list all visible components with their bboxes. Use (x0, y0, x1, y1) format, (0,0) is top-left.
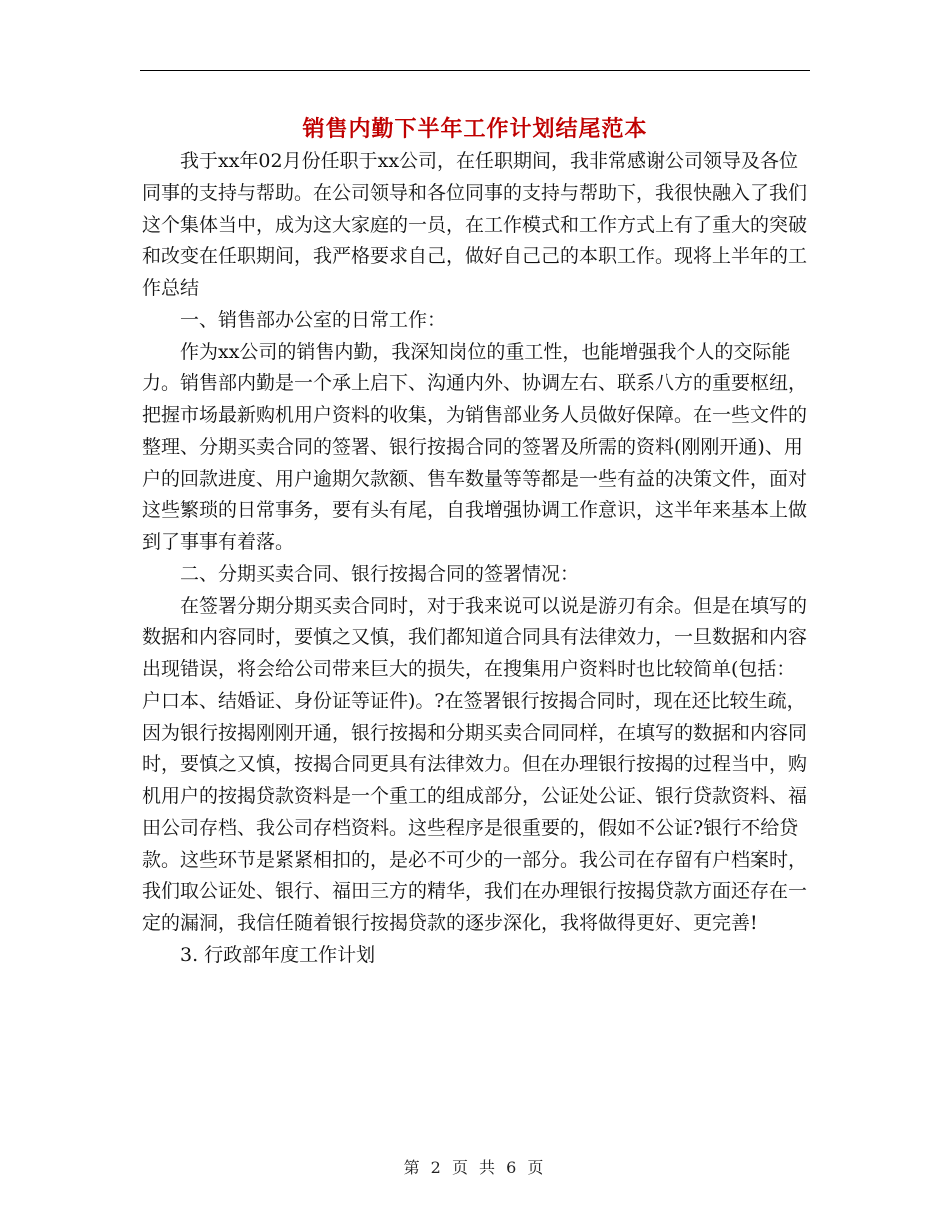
section-heading-3: 3. 行政部年度工作计划 (180, 943, 376, 966)
section-heading-1: 一、销售部办公室的日常工作： (180, 308, 447, 331)
document-title: 销售内勤下半年工作计划结尾范本 (302, 117, 648, 142)
paragraph-intro: 我于xx年02月份任职于xx公司，在任职期间，我非常感谢公司领导及各位同事的支持与帮助。在公司领导和各位同事的支持与帮助下，我很快融入了我们这个集体当中，成为这大家庭的一员，在工作模式和工作方式上有了重大的突破和改变在任职期间，我严格要求自己，做好自己己的本职工作。现将上半年的工作总结 (142, 150, 808, 299)
page-number-footer: 第 2 页 共 6 页 (403, 1158, 547, 1177)
header-rule (140, 70, 810, 71)
section-heading-2: 二、分期买卖合同、银行按揭合同的签署情况： (180, 562, 580, 585)
paragraph-section-2: 在签署分期分期买卖合同时，对于我来说可以说是游刃有余。但是在填写的数据和内容同时，要慎之又慎，我们都知道合同具有法律效力，一旦数据和内容出现错误，将会给公司带来巨大的损失，在搜集用户资料时也比较简单(包括：户口本、结婚证、身份证等证件)。?在签署银行按揭合同时，现在还比较生疏，因为银行按揭刚刚开通，银行按揭和分期买卖合同同样，在填写的数据和内容同时，要慎之又慎，按揭合同更具有法律效力。但在办理银行按揭的过程当中，购机用户的按揭贷款资料是一个重工的组成部分，公证处公证、银行贷款资料、福田公司存档、我公司存档资料。这些程序是很重要的，假如不公证?银行不给贷款。这些环节是紧紧相扣的，是必不可少的一部分。我公司在存留有户档案时，我们取公证处、银行、福田三方的精华，我们在办理银行按揭贷款方面还存在一定的漏洞，我信任随着银行按揭贷款的逐步深化，我将做得更好、更完善! (142, 594, 808, 934)
paragraph-section-1: 作为xx公司的销售内勤，我深知岗位的重工性，也能增强我个人的交际能力。销售部内勤是一个承上启下、沟通内外、协调左右、联系八方的重要枢纽，把握市场最新购机用户资料的收集，为销售部业务人员做好保障。在一些文件的整理、分期买卖合同的签署、银行按揭合同的签署及所需的资料(刚刚开通)、用户的回款进度、用户逾期欠款额、售车数量等等都是一些有益的决策文件，面对这些繁琐的日常事务，要有头有尾，自我增强协调工作意识，这半年来基本上做到了事事有着落。 (142, 340, 808, 553)
document-body (142, 146, 814, 972)
